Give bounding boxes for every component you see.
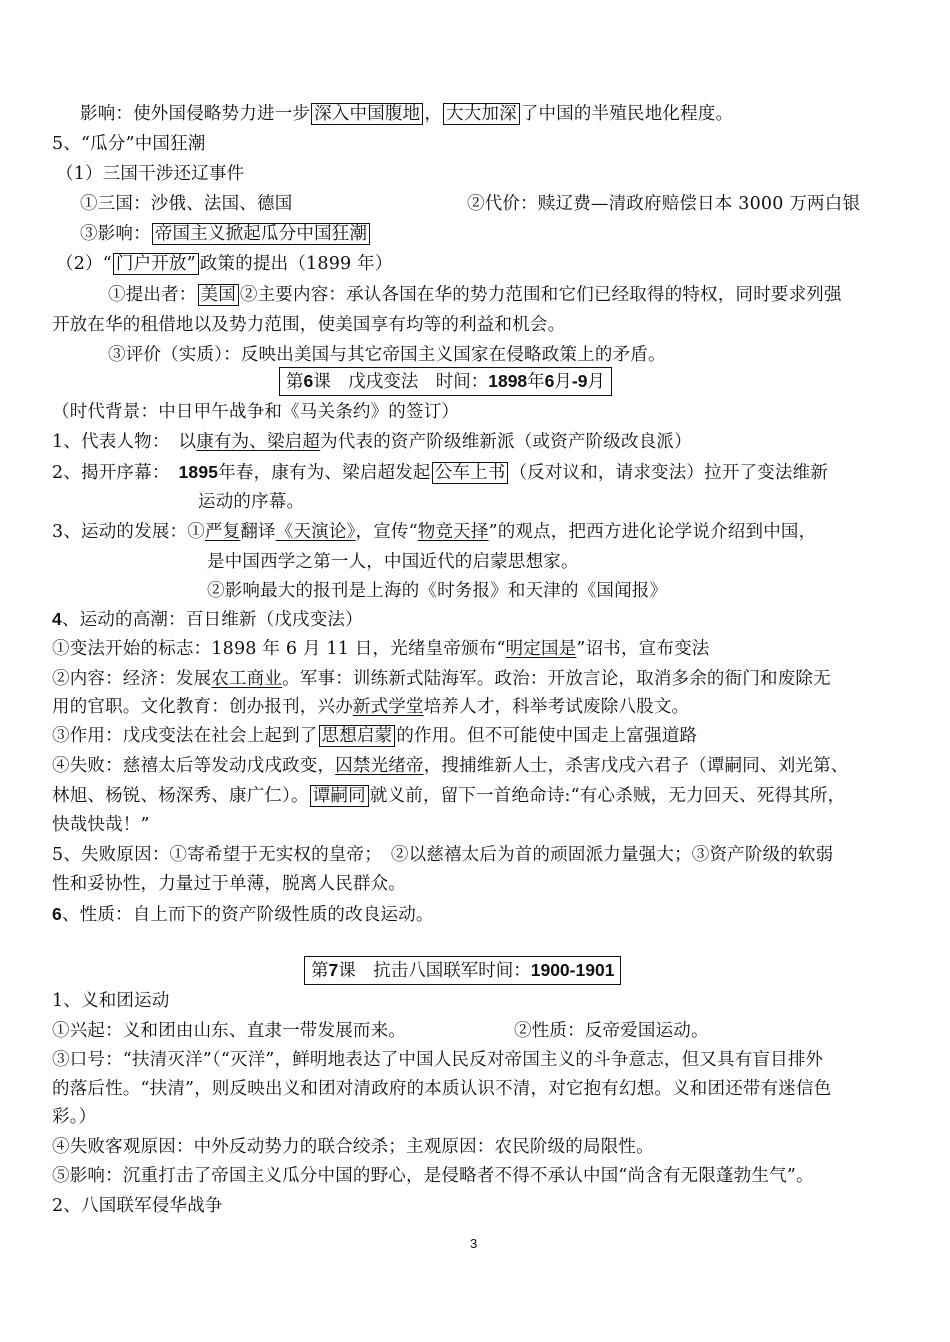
keyword-box: 大大加深 bbox=[443, 103, 520, 125]
text: 1895 bbox=[178, 462, 219, 482]
text: 4 bbox=[52, 609, 62, 629]
line-failure-cont bbox=[52, 783, 845, 809]
text: 政策的提出（1899 年） bbox=[199, 254, 393, 274]
line-slogan-end: 彩。） bbox=[52, 1107, 97, 1127]
text: ③影响： bbox=[80, 224, 151, 244]
page-number: 3 bbox=[470, 1236, 478, 1251]
line-impact bbox=[80, 221, 371, 247]
text: 了中国的半殖民地化程度。 bbox=[520, 104, 734, 124]
text: 1、代表人物： 以 bbox=[52, 432, 197, 452]
line-failure bbox=[52, 753, 849, 779]
text: 年春，康有为、梁启超发起 bbox=[218, 463, 431, 483]
text: 第 bbox=[311, 961, 329, 981]
line-failure-causes: ④失败客观原因：中外反动势力的联合绞杀；主观原因：农民阶级的局限性。 bbox=[52, 1137, 654, 1157]
line-representatives bbox=[52, 429, 692, 455]
underlined-text: 新式学堂 bbox=[352, 697, 424, 717]
text: ①提出者： bbox=[108, 285, 197, 305]
keyword-box: 谭嗣同 bbox=[310, 785, 369, 807]
subheading-open-door bbox=[56, 251, 393, 277]
underlined-text: 康有为、梁启超 bbox=[196, 432, 321, 452]
underlined-text: 严复 bbox=[204, 522, 241, 542]
text: （反对议和，请求变法）拉开了变法维新 bbox=[509, 463, 829, 483]
text: 就义前，留下一首绝命诗:“有心杀贼，无力回天、死得其所， bbox=[369, 786, 846, 806]
line-influence-boxer: ⑤影响：沉重打击了帝国主义瓜分中国的野心，是侵略者不得不承认中国“尚含有无限蓬勃生气”。 bbox=[52, 1166, 814, 1186]
line-proposer bbox=[108, 282, 842, 308]
line-reform-start bbox=[52, 636, 709, 662]
text: 培养人才，科举考试废除八股文。 bbox=[423, 697, 690, 717]
text: （2）“ bbox=[56, 254, 112, 274]
text: 1900-1901 bbox=[530, 960, 615, 980]
line-nature-boxer: ②性质：反帝爱国运动。 bbox=[514, 1021, 709, 1041]
underlined-text: 《天演论》 bbox=[275, 522, 356, 542]
text: 影响：使外国侵略势力进一步 bbox=[80, 104, 311, 124]
line-effect bbox=[52, 723, 697, 749]
heading-eight-nation: 2、八国联军侵华战争 bbox=[52, 1196, 223, 1216]
heading-boxer: 1、义和团运动 bbox=[52, 991, 170, 1011]
line-background: （时代背景：中日甲午战争和《马关条约》的签订） bbox=[52, 402, 460, 422]
line-newspapers: ②影响最大的报刊是上海的《时务报》和天津的《国闻报》 bbox=[207, 581, 668, 601]
line-prelude bbox=[52, 459, 828, 486]
line-failure-reasons: 5、失败原因：①寄希望于无实权的皇帝； ②以慈禧太后为首的顽固派力量强大；③资产阶级的软弱 bbox=[52, 845, 834, 865]
underlined-text: 囚禁光绪帝 bbox=[335, 756, 424, 776]
text: 6 bbox=[544, 371, 555, 391]
text: ”诏书，宣布变法 bbox=[576, 639, 710, 659]
keyword-box: 深入中国腹地 bbox=[311, 103, 423, 125]
line-slogan-cont: 的落后性。“扶清”，则反映出义和团对清政府的本质认识不清，对它抱有幻想。义和团还带有迷信色 bbox=[52, 1079, 832, 1099]
subheading-triple-intervention: （1）三国干涉还辽事件 bbox=[56, 164, 245, 184]
text: ，搜捕维新人士，杀害戊戌六君子（谭嗣同、刘光第、 bbox=[423, 756, 849, 776]
text: ， bbox=[424, 104, 443, 124]
text: 2、揭开序幕： bbox=[52, 463, 179, 483]
text: 。军事：训练新式陆海军。政治：开放言论，取消多余的衙门和废除无 bbox=[282, 669, 831, 689]
keyword-box: 思想启蒙 bbox=[319, 725, 396, 747]
text: 月 bbox=[554, 372, 572, 392]
text: 课 戊戌变法 时间： bbox=[313, 372, 489, 392]
underlined-text: 物竞天择 bbox=[417, 522, 489, 542]
text: ②主要内容：承认各国在华的势力范围和它们已经取得的特权，同时要求列强 bbox=[239, 285, 842, 305]
heading-climax bbox=[52, 606, 363, 633]
text: 用的官职。文化教育：创办报刊，兴办 bbox=[52, 697, 353, 717]
keyword-box: 公车上书 bbox=[432, 462, 509, 484]
line-content-cont bbox=[52, 694, 689, 720]
line-evaluation: ③评价（实质）：反映出美国与其它帝国主义国家在侵略政策上的矛盾。 bbox=[108, 345, 666, 365]
line-failure-poem-end: 快哉快哉！” bbox=[52, 815, 150, 835]
keyword-box: 帝国主义掀起瓜分中国狂潮 bbox=[152, 223, 370, 245]
text: 课 抗击八国联军时间： bbox=[338, 961, 531, 981]
text: 7 bbox=[328, 960, 339, 980]
line-three-countries: ①三国：沙俄、法国、德国 bbox=[80, 194, 293, 214]
text: ③作用：戊戌变法在社会上起到了 bbox=[52, 726, 318, 746]
lesson-7-header bbox=[304, 956, 621, 985]
text: 的作用。但不可能使中国走上富强道路 bbox=[396, 726, 698, 746]
text: ①变法开始的标志：1898 年 6 月 11 日，光绪皇帝颁布“ bbox=[52, 639, 506, 659]
line-slogan: ③口号：“扶清灭洋”（“灭洋”，鲜明地表达了中国人民反对帝国主义的斗争意志，但又具有盲目排外 bbox=[52, 1050, 824, 1070]
line-content bbox=[52, 666, 831, 692]
text: 为代表的资产阶级维新派（或资产阶级改良派） bbox=[320, 432, 692, 452]
underlined-text: 农工商业 bbox=[211, 669, 283, 689]
keyword-box: 门户开放” bbox=[113, 253, 199, 275]
text: 6 bbox=[303, 371, 314, 391]
text: ，宣传“ bbox=[355, 522, 418, 542]
text: 月 bbox=[587, 372, 605, 392]
text: 6 bbox=[52, 904, 62, 924]
line-proposer-cont: 开放在华的租借地以及势力范围，使美国享有均等的利益和机会。 bbox=[52, 315, 566, 335]
line-cost: ②代价：赎辽费—清政府赔偿日本 3000 万两白银 bbox=[467, 194, 861, 214]
line-development bbox=[52, 519, 816, 545]
line-nature bbox=[52, 901, 434, 928]
line-prelude-cont: 运动的序幕。 bbox=[198, 492, 305, 512]
heading-partition: 5、“瓜分”中国狂潮 bbox=[52, 134, 206, 154]
line-rise: ①兴起：义和团由山东、直隶一带发展而来。 bbox=[52, 1021, 406, 1041]
text: 3、运动的发展：① bbox=[52, 522, 205, 542]
text: 林旭、杨锐、杨深秀、康广仁）。 bbox=[52, 786, 309, 806]
lesson-6-header bbox=[279, 367, 612, 396]
line-failure-reasons-cont: 性和妥协性，力量过于单薄，脱离人民群众。 bbox=[52, 874, 406, 894]
line-influence bbox=[80, 101, 733, 127]
underlined-text: 明定国是 bbox=[505, 639, 577, 659]
text: 1898 bbox=[488, 371, 528, 391]
line-development-cont: 是中国西学之第一人，中国近代的启蒙思想家。 bbox=[207, 552, 579, 572]
keyword-box: 美国 bbox=[198, 284, 239, 306]
text: 、运动的高潮：百日维新（戊戌变法） bbox=[61, 610, 363, 630]
text: ④失败：慈禧太后等发动戊戌政变， bbox=[52, 756, 336, 776]
text: 、性质：自上而下的资产阶级性质的改良运动。 bbox=[61, 905, 434, 925]
text: ②内容：经济：发展 bbox=[52, 669, 212, 689]
text: -9 bbox=[571, 371, 588, 391]
text: 第 bbox=[286, 372, 304, 392]
text: 翻译 bbox=[240, 522, 276, 542]
text: ”的观点，把西方进化论学说介绍到中国， bbox=[488, 522, 817, 542]
text: 年 bbox=[527, 372, 545, 392]
